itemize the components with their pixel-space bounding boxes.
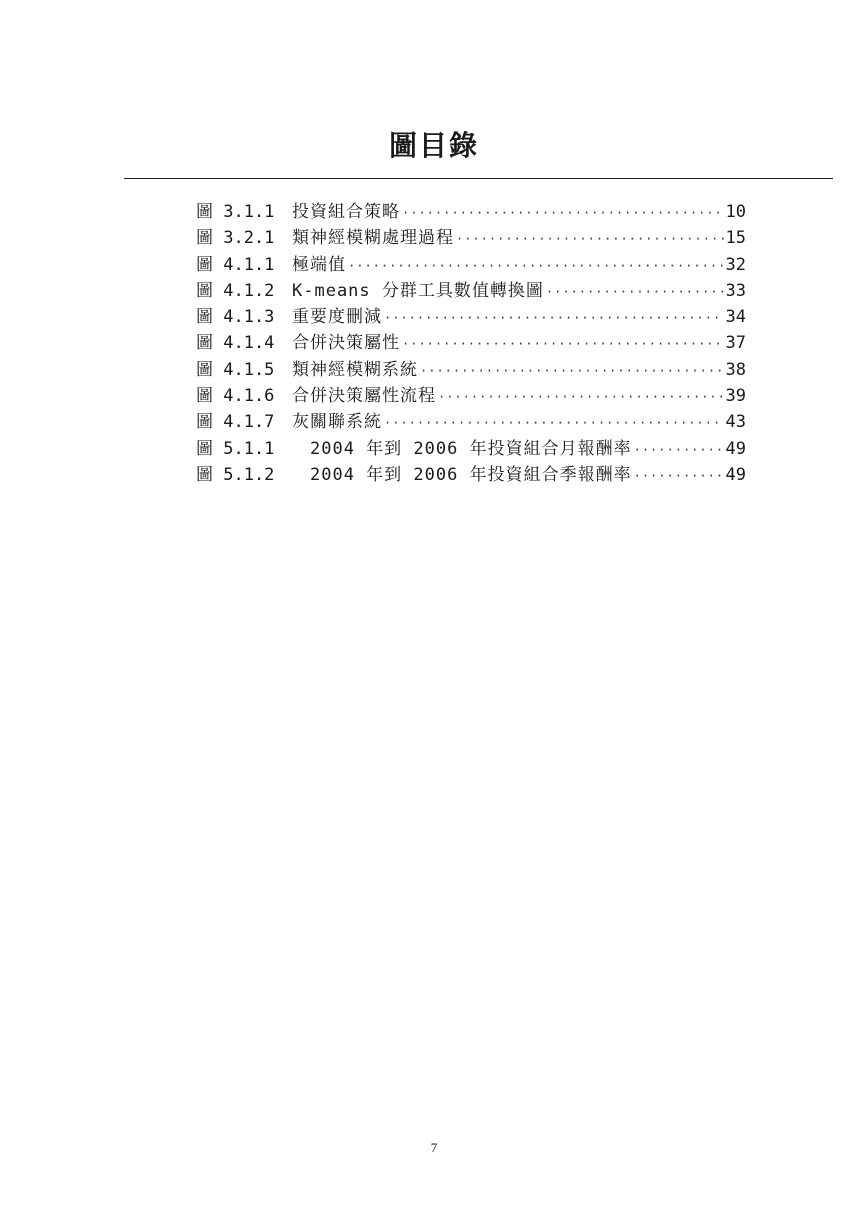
figure-title: 極端值 <box>292 254 346 275</box>
dot-leader <box>436 390 724 404</box>
figure-label: 圖 3.2.1 <box>196 228 275 249</box>
figure-title: 投資組合策略 <box>292 202 400 222</box>
figure-page-number: 49 <box>725 464 746 485</box>
toc-entry[interactable] <box>196 250 746 276</box>
toc-entry[interactable] <box>196 460 746 486</box>
dot-leader <box>544 285 724 299</box>
figure-page-number: 39 <box>725 386 746 407</box>
figure-label: 圖 4.1.2 <box>196 280 275 301</box>
figure-title: 2004 年到 2006 年投資組合月報酬率 <box>310 438 632 459</box>
figure-label: 圖 5.1.2 <box>196 464 275 485</box>
figure-page-number: 37 <box>725 333 746 354</box>
dot-leader <box>382 311 724 325</box>
figure-page-number: 10 <box>725 202 746 222</box>
toc-entry[interactable] <box>196 328 746 354</box>
title-divider <box>124 178 833 179</box>
toc-entry[interactable] <box>196 302 746 328</box>
figure-title: 合併決策屬性流程 <box>292 386 436 407</box>
dot-leader <box>632 469 724 483</box>
figure-label: 圖 4.1.6 <box>196 386 275 407</box>
figure-label: 圖 4.1.1 <box>196 254 275 275</box>
figure-title: 類神經模糊處理過程 <box>292 228 454 249</box>
toc-entry[interactable] <box>196 197 746 223</box>
figure-label: 圖 5.1.1 <box>196 438 275 459</box>
figure-page-number: 34 <box>725 307 746 328</box>
dot-leader <box>454 232 724 246</box>
toc-entry[interactable] <box>196 407 746 433</box>
page-number: 7 <box>430 1140 438 1155</box>
figure-label: 圖 4.1.7 <box>196 412 275 433</box>
dot-leader <box>418 364 724 378</box>
figure-title: K-means 分群工具數值轉換圖 <box>292 280 544 301</box>
dot-leader <box>632 443 724 457</box>
dot-leader <box>346 259 724 273</box>
figure-title: 灰關聯系統 <box>292 412 382 433</box>
toc-entry[interactable] <box>196 223 746 249</box>
figure-title: 類神經模糊系統 <box>292 359 418 380</box>
figure-title: 重要度刪減 <box>292 307 382 328</box>
figure-list <box>196 197 746 486</box>
figure-label: 圖 4.1.5 <box>196 359 275 380</box>
figure-page-number: 32 <box>725 254 746 275</box>
figure-title: 合併決策屬性 <box>292 333 400 354</box>
page-title: 圖目錄 <box>388 129 479 162</box>
figure-title: 2004 年到 2006 年投資組合季報酬率 <box>310 464 632 485</box>
figure-page-number: 38 <box>725 359 746 380</box>
dot-leader <box>382 416 724 430</box>
toc-entry[interactable] <box>196 276 746 302</box>
figure-page-number: 49 <box>725 438 746 459</box>
figure-page-number: 15 <box>725 228 746 249</box>
figure-label: 圖 4.1.4 <box>196 333 275 354</box>
figure-label: 圖 4.1.3 <box>196 307 275 328</box>
figure-page-number: 33 <box>725 280 746 301</box>
dot-leader <box>400 337 724 351</box>
toc-entry[interactable] <box>196 434 746 460</box>
toc-entry[interactable] <box>196 355 746 381</box>
figure-page-number: 43 <box>725 412 746 433</box>
figure-label: 圖 3.1.1 <box>196 202 275 222</box>
dot-leader <box>400 206 724 220</box>
toc-entry[interactable] <box>196 381 746 407</box>
